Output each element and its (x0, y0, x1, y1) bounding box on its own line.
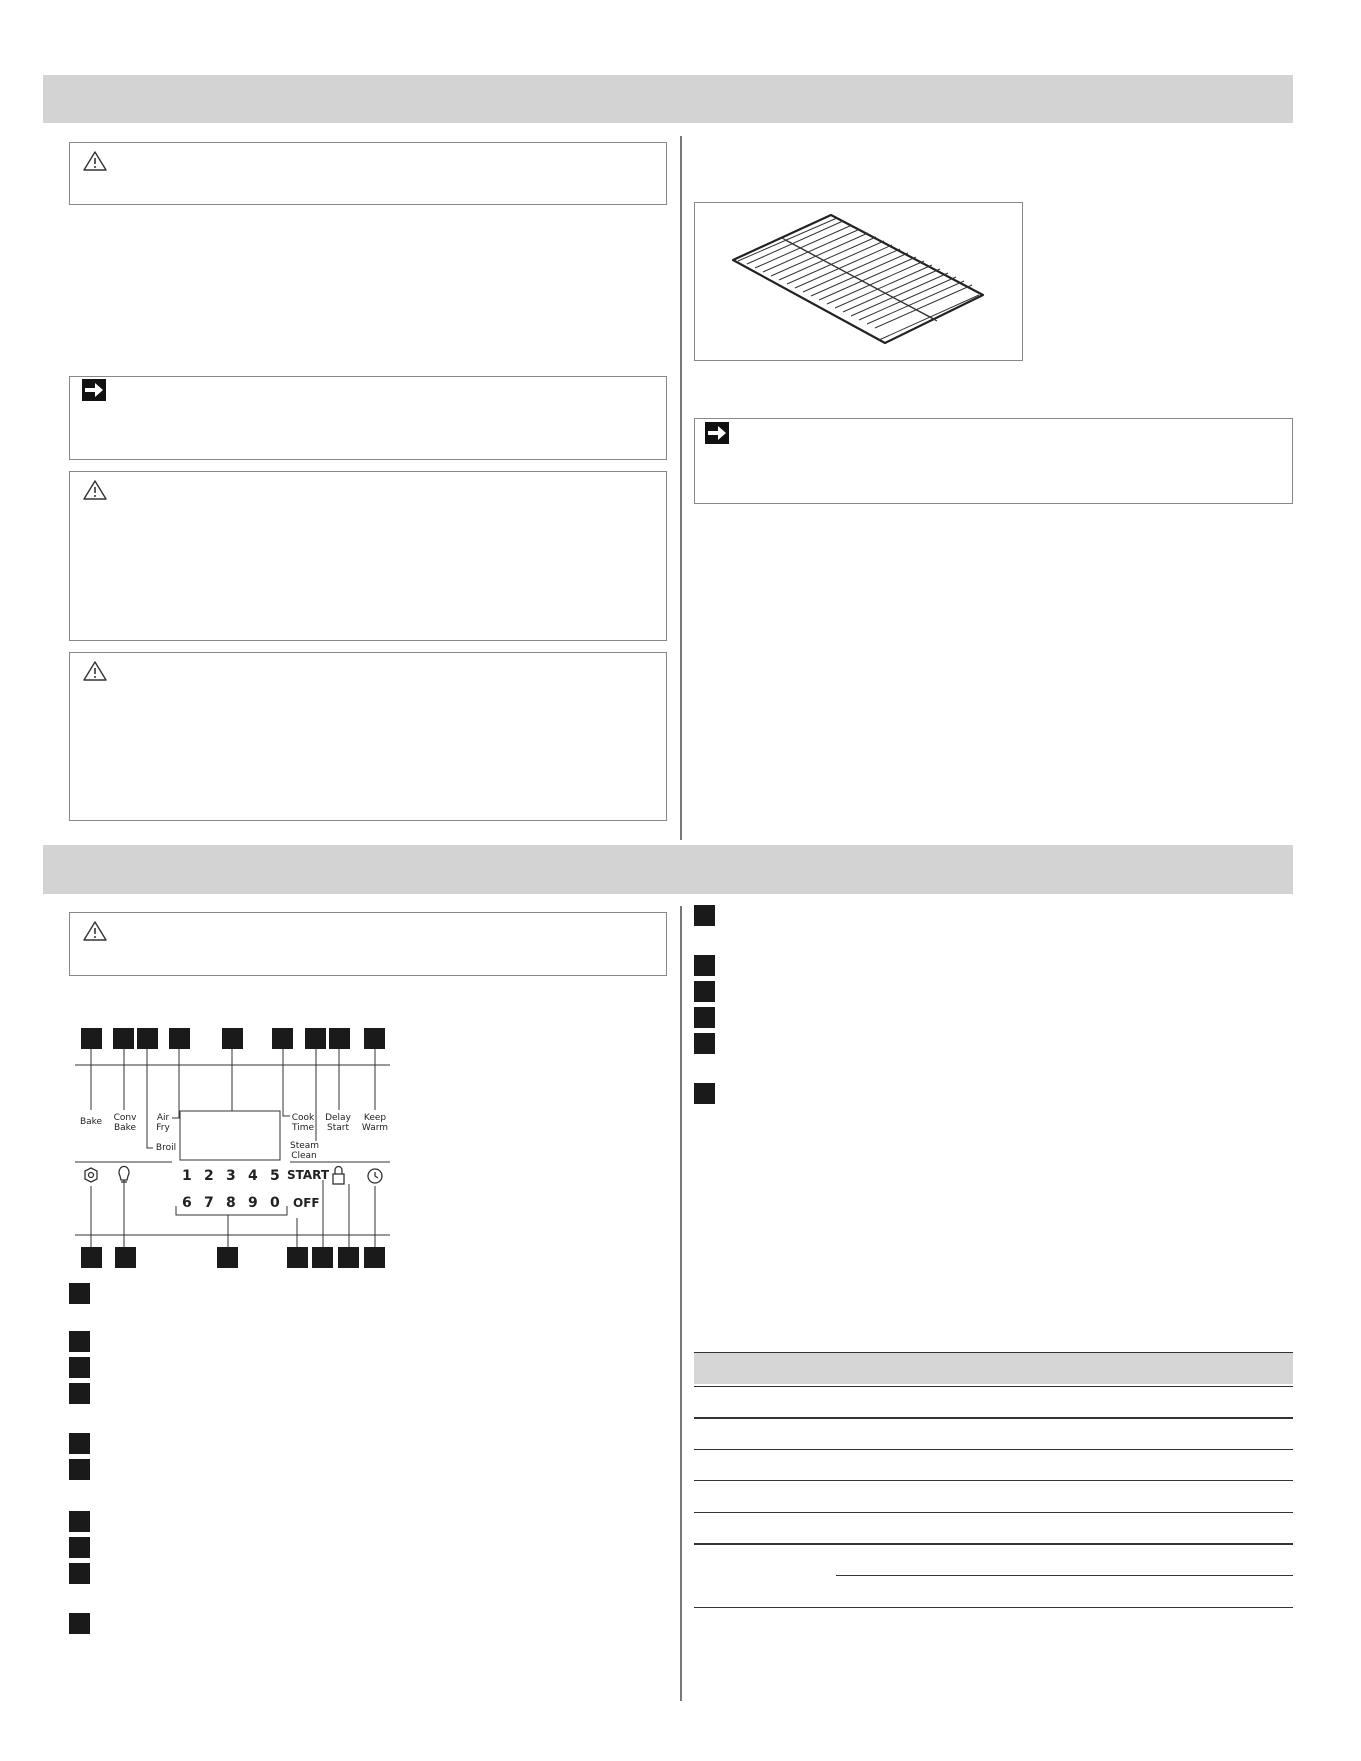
column-divider-1 (680, 136, 682, 840)
digit-key: 0 (270, 1195, 280, 1211)
table-row-line (836, 1575, 1293, 1576)
warning-icon (82, 150, 108, 172)
digit-key: 7 (204, 1195, 214, 1211)
list-callout-square (69, 1331, 90, 1352)
table-row-line (694, 1386, 1293, 1387)
column-divider-2 (680, 906, 682, 1701)
list-callout-square (69, 1383, 90, 1404)
table-row-line (694, 1480, 1293, 1481)
digit-key: 3 (226, 1168, 236, 1184)
broil-key-label: Broil (155, 1143, 177, 1153)
list-callout-square (69, 1537, 90, 1558)
table-row-line (694, 1417, 1293, 1419)
warning-box-4 (69, 912, 667, 976)
callout-square (222, 1028, 243, 1049)
table-row-line (694, 1449, 1293, 1450)
callout-square (169, 1028, 190, 1049)
oven-rack-illustration (695, 203, 1022, 360)
list-callout-square (69, 1433, 90, 1454)
table-row-line (694, 1512, 1293, 1513)
callout-square (312, 1247, 333, 1268)
callout-square (272, 1028, 293, 1049)
digit-key: 8 (226, 1195, 236, 1211)
off-key-label: OFF (293, 1196, 320, 1210)
note-box-2 (694, 418, 1293, 504)
callout-square (329, 1028, 350, 1049)
clock-icon (368, 1169, 382, 1183)
settings-gear-icon (85, 1168, 97, 1182)
list-callout-square (694, 1007, 715, 1028)
start-key-label: START (287, 1168, 330, 1182)
bake-key-label: Bake (79, 1117, 103, 1127)
callout-square (81, 1028, 102, 1049)
list-callout-square (69, 1511, 90, 1532)
list-callout-square (694, 955, 715, 976)
digit-key: 9 (248, 1195, 258, 1211)
list-callout-square (69, 1613, 90, 1634)
digit-key: 6 (182, 1195, 192, 1211)
callout-square (137, 1028, 158, 1049)
digit-key: 2 (204, 1168, 214, 1184)
note-box-1 (69, 376, 667, 460)
section-header-band-2 (43, 845, 1293, 894)
digit-key: 5 (270, 1168, 280, 1184)
list-callout-square (69, 1283, 90, 1304)
callout-square (364, 1247, 385, 1268)
list-callout-square (694, 905, 715, 926)
oven-rack-figure (694, 202, 1023, 361)
list-callout-square (694, 981, 715, 1002)
delay-start-key-label: Delay Start (325, 1113, 351, 1133)
table-header-row (694, 1352, 1293, 1384)
list-callout-square (69, 1459, 90, 1480)
section-header-band-1 (43, 75, 1293, 123)
warning-icon (82, 920, 108, 942)
digit-key: 1 (182, 1168, 192, 1184)
warning-icon (82, 660, 108, 682)
list-callout-square (69, 1563, 90, 1584)
arrow-right-icon (705, 422, 729, 444)
callout-square (305, 1028, 326, 1049)
table-row-line (694, 1543, 1293, 1545)
steam-clean-key-label: Steam Clean (290, 1141, 320, 1161)
keep-warm-key-label: Keep Warm (361, 1113, 389, 1133)
callout-square (287, 1247, 308, 1268)
callout-square (338, 1247, 359, 1268)
warning-box-3 (69, 652, 667, 821)
list-callout-square (694, 1033, 715, 1054)
callout-square (113, 1028, 134, 1049)
table-row-line (694, 1607, 1293, 1608)
list-callout-square (69, 1357, 90, 1378)
cook-time-key-label: Cook Time (291, 1113, 315, 1133)
callout-square (364, 1028, 385, 1049)
warning-box-2 (69, 471, 667, 641)
callout-square (81, 1247, 102, 1268)
callout-square (217, 1247, 238, 1268)
warning-box-1 (69, 142, 667, 205)
list-callout-square (694, 1083, 715, 1104)
warning-icon (82, 479, 108, 501)
callout-square (115, 1247, 136, 1268)
lock-icon (333, 1167, 344, 1184)
conv-bake-key-label: Conv Bake (113, 1113, 137, 1133)
light-bulb-icon (119, 1166, 129, 1182)
air-fry-key-label: Air Fry (156, 1113, 170, 1133)
digit-key: 4 (248, 1168, 258, 1184)
arrow-right-icon (82, 379, 106, 401)
